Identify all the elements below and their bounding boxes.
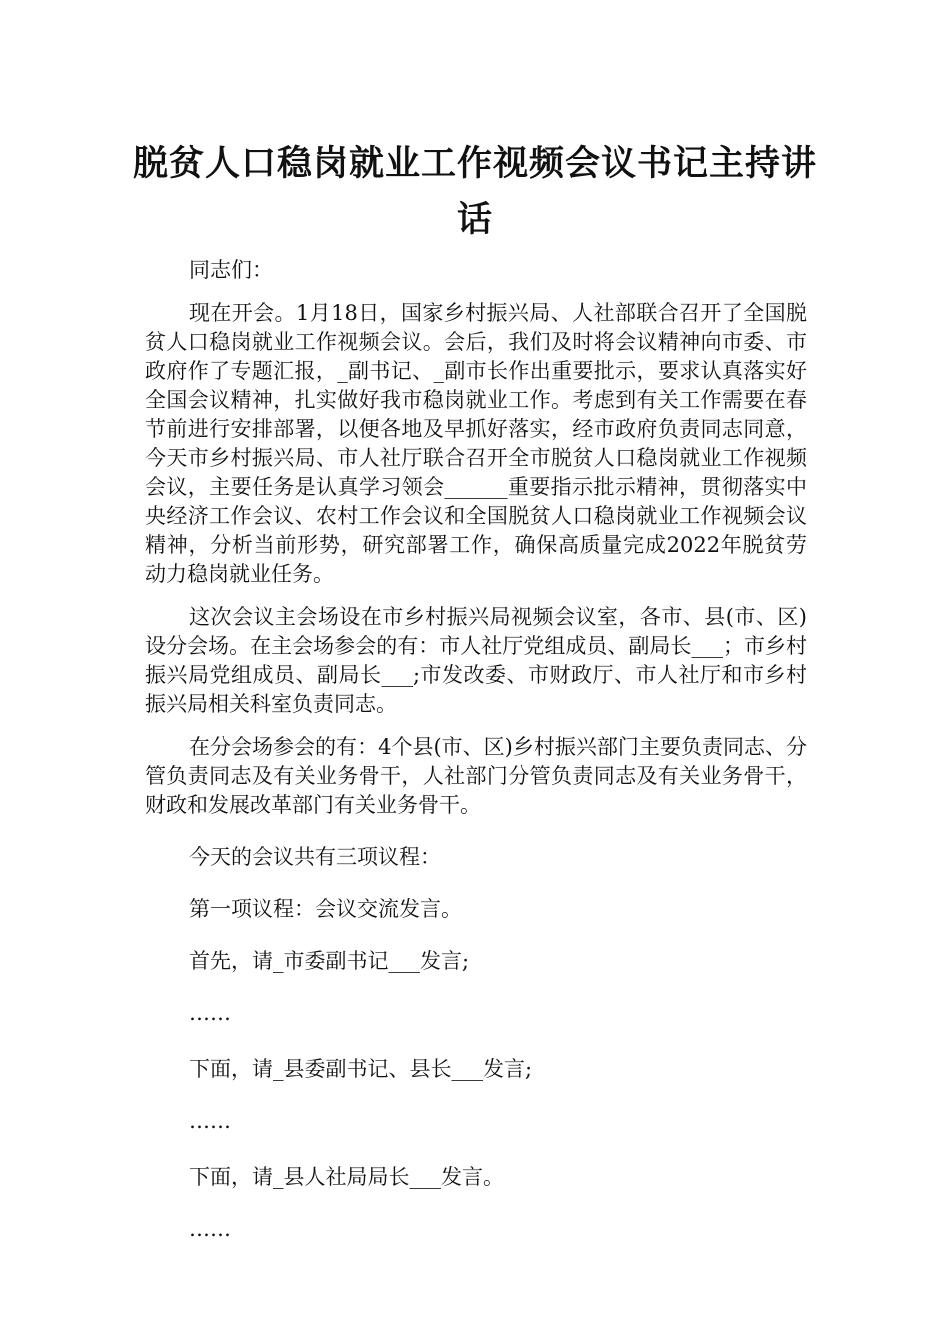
branch-venue-paragraph: 在分会场参会的有：4个县(市、区)乡村振兴部门主要负责同志、分管负责同志及有关业务骨干，人社部门分管负责同志及有关业务骨干，财政和发展改革部门有关业务骨干。	[145, 735, 807, 817]
agenda-intro-paragraph: 今天的会议共有三项议程：	[189, 845, 441, 869]
ellipsis-paragraph: ……	[189, 1217, 231, 1241]
speaker-paragraph: 下面，请_县人社局局长___发言。	[189, 1165, 504, 1189]
ellipsis-paragraph: ……	[189, 1109, 231, 1133]
salutation-paragraph: 同志们：	[189, 258, 273, 282]
speaker-paragraph: 下面，请_县委副书记、县长___发言;	[189, 1057, 533, 1081]
document-title: 脱贫人口稳岗就业工作视频会议书记主持讲话	[132, 144, 817, 240]
ellipsis-paragraph: ……	[189, 1001, 231, 1025]
venue-paragraph: 这次会议主会场设在市乡村振兴局视频会议室，各市、县(市、区)设分会场。在主会场参会的有：市人社厅党组成员、副局长___；市乡村振兴局党组成员、副局长___;市发改委、市财政厅、市人社厅和市乡村振兴局相关科室负责同志。	[145, 605, 807, 716]
speaker-paragraph: 首先，请_市委副书记___发言;	[189, 949, 470, 973]
agenda-item-one-paragraph: 第一项议程：会议交流发言。	[189, 897, 462, 921]
opening-paragraph: 现在开会。1月18日，国家乡村振兴局、人社部联合召开了全国脱贫人口稳岗就业工作视频会议。会后，我们及时将会议精神向市委、市政府作了专题汇报，_副书记、_副市长作出重要批示，要求认真落实好全国会议精神，扎实做好我市稳岗就业工作。考虑到有关工作需要在春节前进行安排部署，以便各地及早抓好落实，经市政府负责同志同意，今天市乡村振兴局、市人社厅联合召开全市脱贫人口稳岗就业工作视频会议，主要任务是认真学习领会______重要指示批示精神，贯彻落实中央经济工作会议、农村工作会议和全国脱贫人口稳岗就业工作视频会议精神，分析当前形势，研究部署工作，确保高质量完成2022年脱贫劳动力稳岗就业任务。	[145, 301, 807, 586]
document-body	[145, 256, 807, 1271]
